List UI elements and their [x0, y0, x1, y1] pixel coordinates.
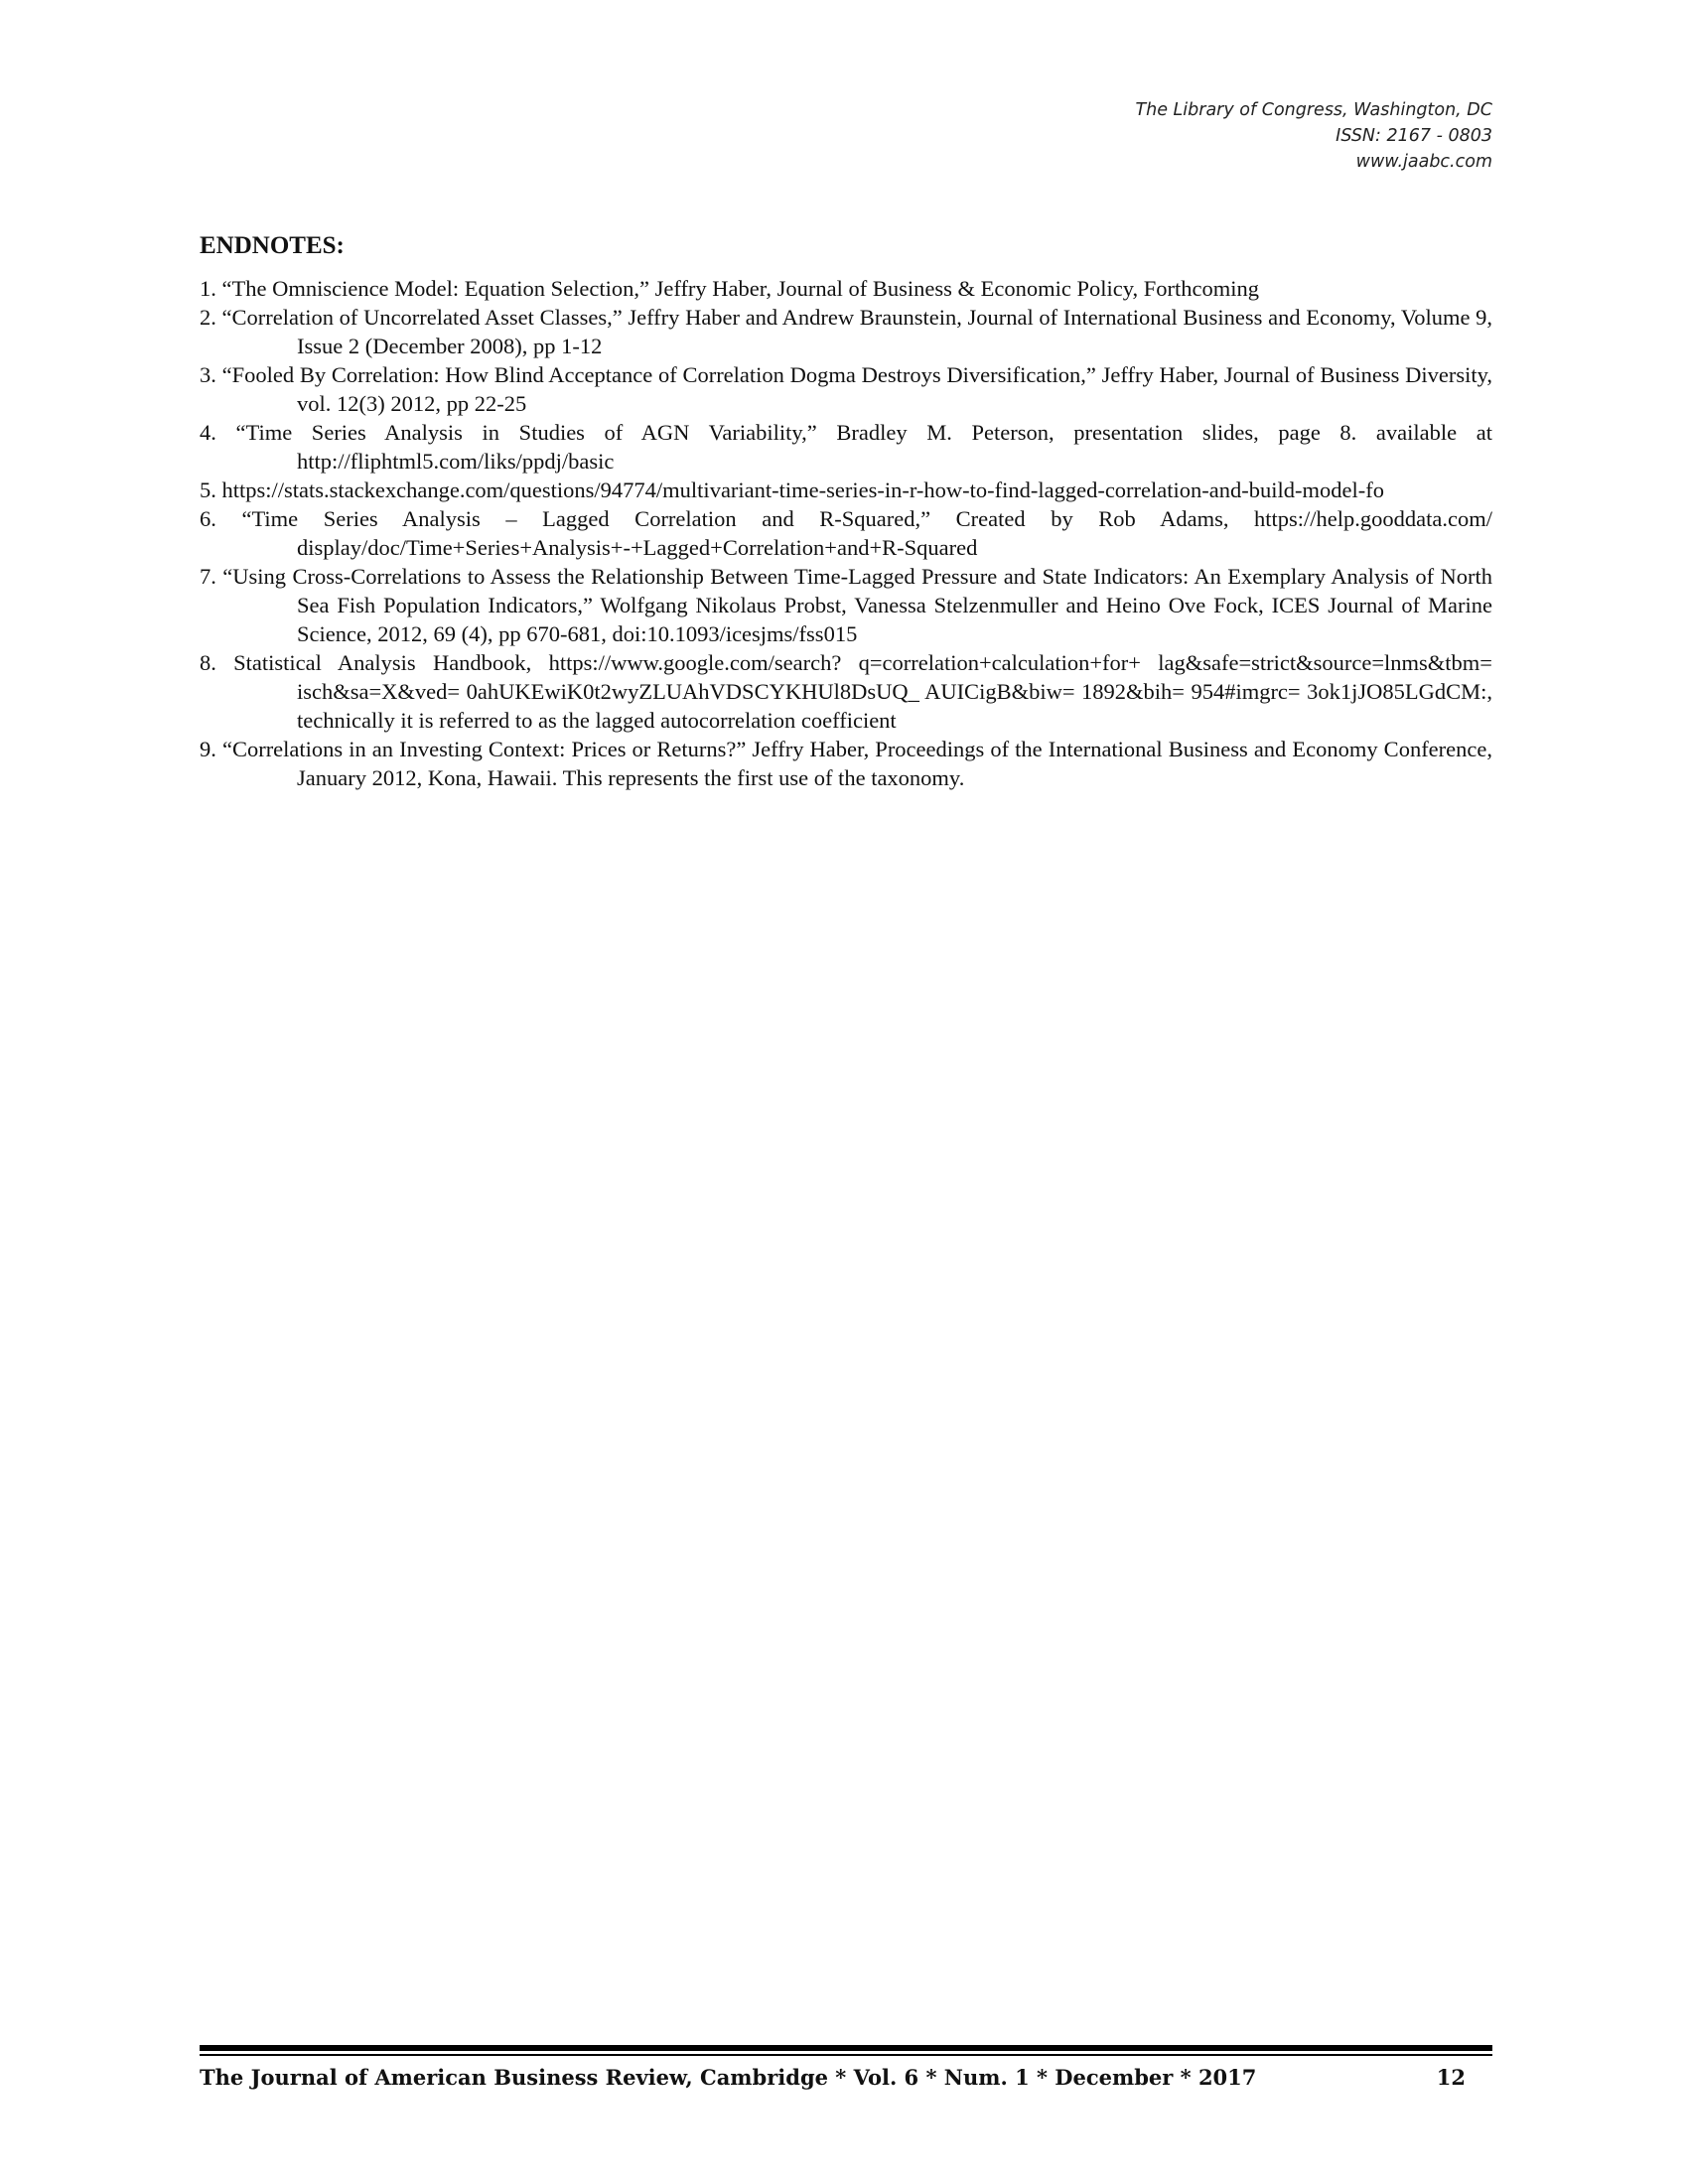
endnote-text: “Fooled By Correlation: How Blind Acceptance of Correlation Dogma Destroys Diversification,” Jeffry Haber, Journal of Business Diversity, vol. 12(3) 2012, pp 22-25	[221, 362, 1493, 416]
endnote-number: 7.	[200, 564, 216, 589]
endnote-number: 3.	[200, 362, 216, 387]
endnote-8	[200, 648, 1492, 735]
endnote-9	[200, 735, 1492, 792]
footer-rule-thick	[200, 2045, 1492, 2051]
endnote-text: “The Omniscience Model: Equation Selection,” Jeffry Haber, Journal of Business & Economic Policy, Forthcoming	[221, 276, 1259, 301]
page-number: 12	[1436, 2065, 1466, 2090]
endnote-5	[200, 476, 1492, 504]
running-header	[897, 97, 1492, 175]
endnote-6	[200, 504, 1492, 562]
endnote-1	[200, 274, 1492, 303]
endnote-2	[200, 303, 1492, 360]
endnote-number: 5.	[200, 478, 216, 502]
footer-rule-thin	[200, 2054, 1492, 2056]
header-website: www.jaabc.com	[1355, 152, 1492, 172]
endnote-text: “Correlations in an Investing Context: Prices or Returns?” Jeffry Haber, Proceedings of the International Business and Economy Conference, January 2012, Kona, Hawaii. This represents the first use of the taxonomy.	[221, 737, 1492, 790]
endnote-3	[200, 360, 1492, 418]
endnote-number: 6.	[200, 506, 216, 531]
endnote-text: “Using Cross-Correlations to Assess the Relationship Between Time-Lagged Pressure and State Indicators: An Exemplary Analysis of North Sea Fish Population Indicators,” Wolfgang Nikolaus Probst, Vanessa Stelzenmuller and Heino Ove Fock, ICES Journal of Marine Science, 2012, 69 (4), pp 670-681, doi:10.1093/icesjms/fss015	[222, 564, 1493, 646]
endnote-number: 8.	[200, 650, 216, 675]
endnote-number: 4.	[200, 420, 216, 445]
footer-journal-citation: The Journal of American Business Review, Cambridge * Vol. 6 * Num. 1 * December * 2017	[200, 2065, 1257, 2090]
endnote-text: “Time Series Analysis – Lagged Correlation and R-Squared,” Created by Rob Adams, https://help.gooddata.com/ display/doc/Time+Series+Analysis+-+Lagged+Correlation+and+R-Squared	[241, 506, 1493, 560]
endnote-number: 1.	[200, 276, 216, 301]
endnote-text: https://stats.stackexchange.com/questions/94774/multivariant-time-series-in-r-how-to-find-lagged-correlation-and-build-model-fo	[221, 478, 1384, 502]
endnote-text: Statistical Analysis Handbook, https://www.google.com/search? q=correlation+calculation+for+ lag&safe=strict&source=lnms&tbm= isch&sa=X&ved= 0ahUKEwiK0t2wyZLUAhVDSCYKHUl8DsUQ_ AUICigB&biw= 1892&bih= 954#imgrc= 3ok1jJO85LGdCM:, technically it is referred to as the lagged autocorrelation coefficient	[233, 650, 1492, 733]
endnotes-section	[200, 230, 1492, 792]
header-publisher: The Library of Congress, Washington, DC	[1135, 100, 1492, 120]
header-issn: ISSN: 2167 - 0803	[1336, 126, 1492, 146]
endnote-number: 9.	[200, 737, 216, 761]
endnotes-list	[200, 274, 1492, 792]
endnote-number: 2.	[200, 305, 216, 330]
endnote-4	[200, 418, 1492, 476]
endnote-text: “Time Series Analysis in Studies of AGN Variability,” Bradley M. Peterson, presentation slides, page 8. available at http://fliphtml5.com/liks/ppdj/basic	[235, 420, 1492, 474]
endnote-text: “Correlation of Uncorrelated Asset Classes,” Jeffry Haber and Andrew Braunstein, Journal of International Business and Economy, Volume 9, Issue 2 (December 2008), pp 1-12	[221, 305, 1493, 358]
section-title: ENDNOTES:	[200, 232, 345, 259]
endnote-7	[200, 562, 1492, 648]
